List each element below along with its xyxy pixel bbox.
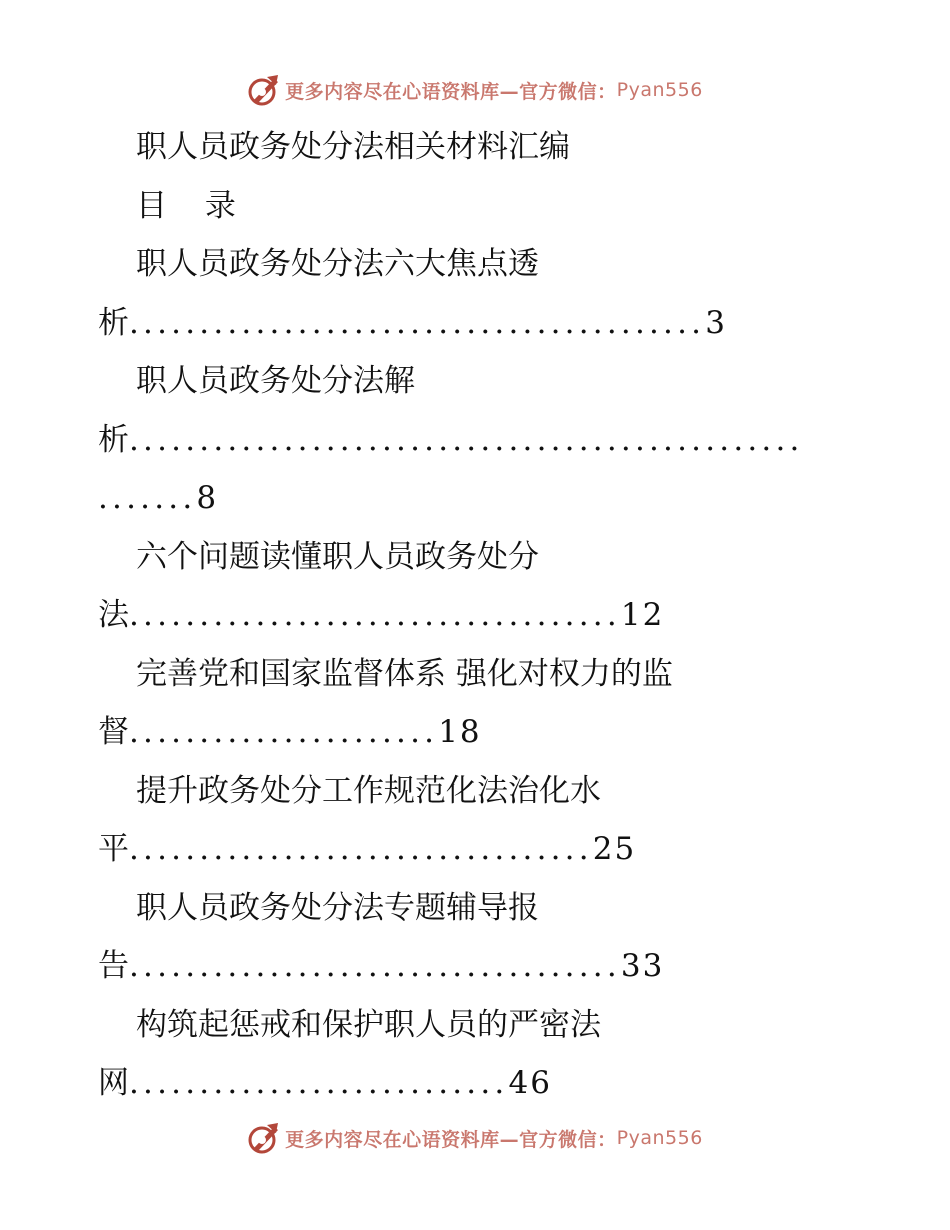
toc-page-number: 3 (705, 304, 727, 341)
toc-entry-leader-line (98, 586, 858, 645)
toc-dot-leader: ....... (98, 480, 197, 516)
toc-entry-title: 提升政务处分工作规范化法治化水 (136, 772, 601, 809)
toc-page-number: 46 (508, 1065, 552, 1101)
quill-logo-icon (247, 1121, 281, 1155)
watermark-text: 更多内容尽在心语资料库—官方微信： (285, 1128, 617, 1151)
toc-entry-last-char: 督 (98, 714, 129, 750)
toc-entry-leader-line (98, 937, 858, 996)
toc-entry-title: 完善党和国家监督体系 强化对权力的监 (136, 655, 673, 692)
quill-logo-icon (247, 73, 281, 107)
document-title: 职人员政务处分法相关材料汇编 (136, 129, 570, 165)
toc-entry-last-char: 网 (98, 1065, 129, 1101)
toc-entry-title: 职人员政务处分法六大焦点透 (136, 246, 539, 282)
watermark-wechat-id: Pyan556 (616, 79, 703, 101)
toc-entry-last-char: 析 (98, 304, 129, 341)
toc-entry-leader-line (98, 411, 858, 470)
toc-entry-last-char: 法 (98, 597, 129, 633)
toc-entry-title: 构筑起惩戒和保护职人员的严密法 (136, 1006, 601, 1043)
toc-entry-title: 职人员政务处分法解 (136, 363, 415, 399)
toc-page-number: 12 (620, 597, 665, 633)
watermark-banner-top (0, 70, 950, 110)
toc-page-number: 25 (592, 831, 637, 867)
toc-dot-leader: ................................. (129, 831, 593, 867)
toc-entry-leader-line (98, 1054, 858, 1113)
toc-heading: 目 录 (136, 187, 250, 224)
toc-dot-leader: ................................................ (129, 421, 804, 458)
toc-entry-last-char: 告 (98, 948, 129, 984)
toc-entry-leader-line-continued (98, 469, 858, 528)
toc-dot-leader: ......................................... (129, 304, 706, 341)
watermark-text: 更多内容尽在心语资料库—官方微信： (285, 80, 617, 103)
toc-entry-last-char: 平 (98, 831, 129, 867)
toc-dot-leader: ...................... (129, 714, 439, 750)
toc-page-number: 18 (438, 714, 482, 750)
document-body (98, 118, 858, 1113)
toc-page-number: 8 (196, 480, 219, 516)
toc-entry-leader-line (98, 294, 858, 353)
toc-dot-leader: ........................... (129, 1065, 509, 1101)
toc-entry-leader-line (98, 820, 858, 879)
toc-page-number: 33 (620, 948, 665, 984)
toc-entry-title: 六个问题读懂职人员政务处分 (136, 538, 539, 575)
toc-dot-leader: ................................... (129, 948, 621, 984)
watermark-wechat-id: Pyan556 (616, 1127, 703, 1149)
toc-entry-leader-line (98, 703, 858, 762)
toc-entry-title: 职人员政务处分法专题辅导报 (136, 889, 539, 926)
toc-dot-leader: ................................... (129, 597, 621, 633)
toc-entry-last-char: 析 (98, 421, 129, 458)
watermark-banner-bottom (0, 1118, 950, 1158)
